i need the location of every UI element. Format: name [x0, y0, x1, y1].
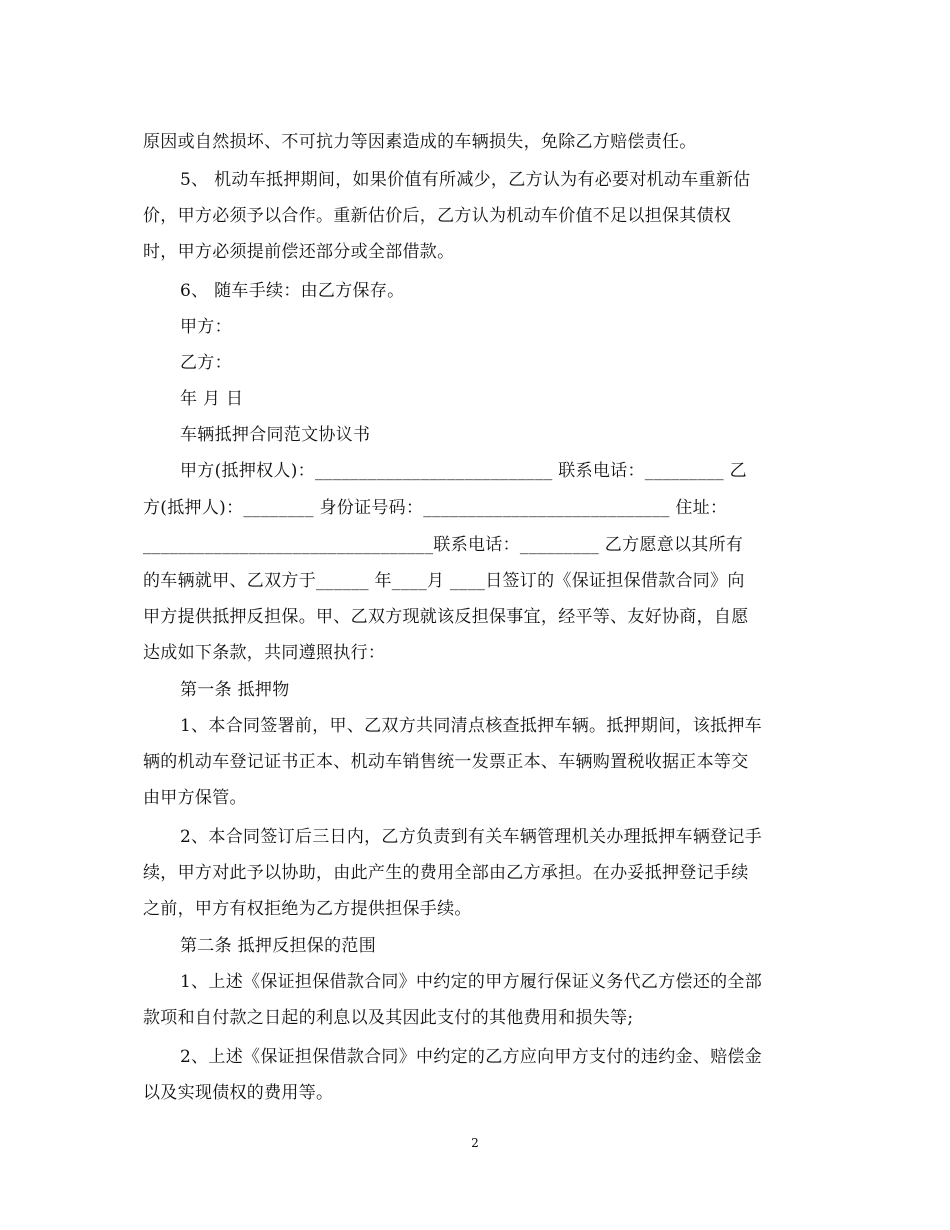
party-a-signature-label: 甲方：	[180, 317, 232, 337]
body-text-line: 时，甲方必须提前偿还部分或全部借款。	[143, 242, 455, 262]
article-2-item-2-line: 2、上述《保证担保借款合同》中约定的乙方应向甲方支付的违约金、赔偿金	[180, 1047, 763, 1067]
article-1-item-2-line: 2、本合同签订后三日内，乙方负责到有关车辆管理机关办理抵押车辆登记手	[180, 827, 763, 847]
party-b-signature-label: 乙方：	[180, 353, 232, 373]
clause-6-line: 6、 随车手续：由乙方保存。	[180, 281, 405, 301]
party-a-info-line: 甲方(抵押权人)：___________________________ 联系电话：_________ 乙	[180, 461, 747, 481]
body-text-line: 的车辆就甲、乙双方于______ 年____月 ____日签订的《保证担保借款合同》向	[143, 571, 745, 591]
body-text-line: 辆的机动车登记证书正本、机动车销售统一发票正本、车辆购置税收据正本等交	[143, 752, 749, 772]
page-number: 2	[471, 1136, 479, 1150]
body-text-line: 续，甲方对此予以协助，由此产生的费用全部由乙方承担。在办妥抵押登记手续	[143, 863, 749, 883]
body-text-line: 达成如下条款，共同遵照执行：	[143, 643, 386, 663]
body-text-line: 款项和自付款之日起的利息以及其因此支付的其他费用和损失等;	[143, 1008, 634, 1028]
clause-5-line: 5、 机动车抵押期间，如果价值有所减少，乙方认为有必要对机动车重新估	[180, 170, 751, 190]
body-text-line: 甲方提供抵押反担保。甲、乙双方现就该反担保事宜，经平等、友好协商，自愿	[143, 607, 749, 627]
party-b-info-line: 方(抵押人)：________ 身份证号码：____________________________ 住址：	[143, 498, 728, 518]
article-1-heading: 第一条 抵押物	[180, 680, 290, 700]
article-2-heading: 第二条 抵押反担保的范围	[180, 936, 377, 956]
body-text-line: 原因或自然损坏、不可抗力等因素造成的车辆损失，免除乙方赔偿责任。	[143, 132, 697, 152]
body-text-line: 价，甲方必须予以合作。重新估价后，乙方认为机动车价值不足以担保其债权	[143, 206, 732, 226]
address-contact-line: _________________________________联系电话：_________ 乙方愿意以其所有	[143, 535, 744, 555]
article-1-item-1-line: 1、本合同签署前，甲、乙双方共同清点核查抵押车辆。抵押期间，该抵押车	[180, 716, 763, 736]
body-text-line: 以及实现债权的费用等。	[143, 1083, 334, 1103]
body-text-line: 之前，甲方有权拒绝为乙方提供担保手续。	[143, 899, 472, 919]
document-title: 车辆抵押合同范文协议书	[180, 425, 371, 445]
date-line: 年 月 日	[180, 389, 244, 409]
article-2-item-1-line: 1、上述《保证担保借款合同》中约定的甲方履行保证义务代乙方偿还的全部	[180, 972, 763, 992]
body-text-line: 由甲方保管。	[143, 788, 247, 808]
